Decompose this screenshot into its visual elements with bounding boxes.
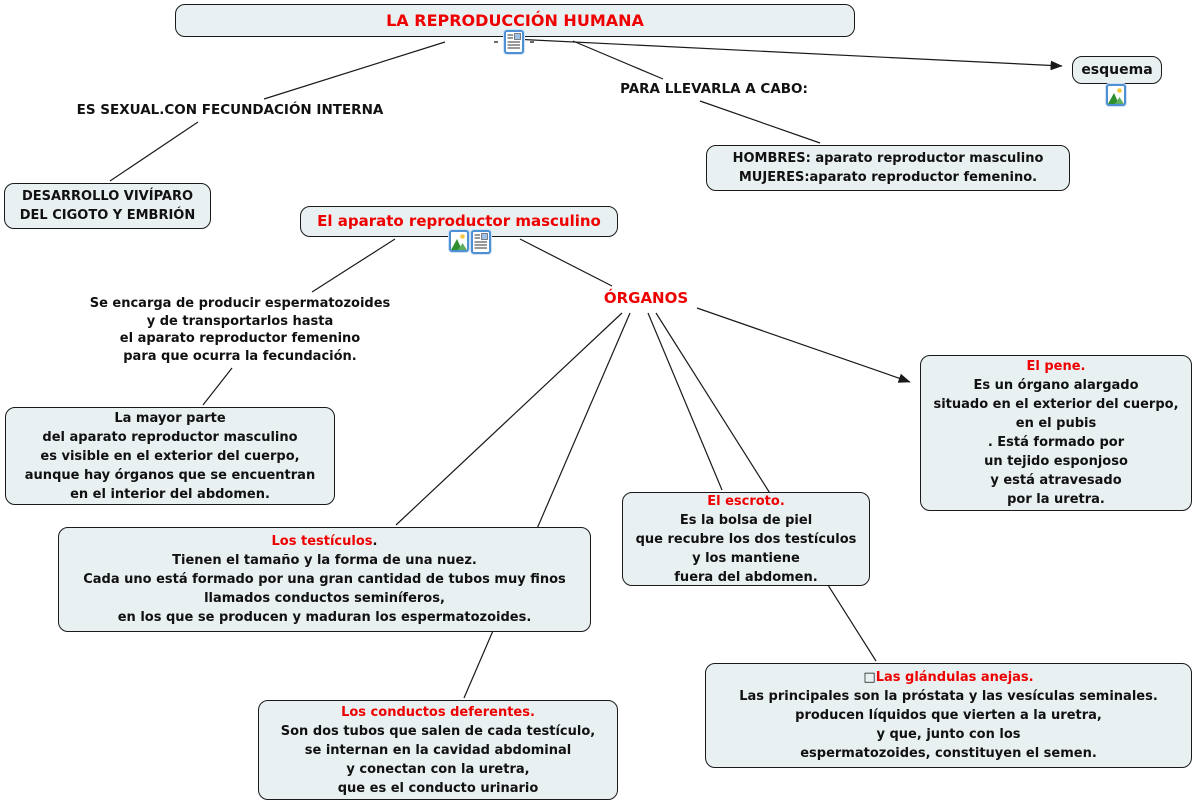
text-line: MUJERES:aparato reproductor femenino.	[738, 170, 1038, 185]
text-line: ÓRGANOS	[603, 289, 689, 308]
node-escroto[interactable]	[622, 492, 870, 586]
edge-organos-glandulas[interactable]	[656, 313, 876, 661]
text-line: aunque hay órganos que se encuentran	[24, 467, 316, 483]
edge-title-esquema[interactable]	[513, 39, 1062, 66]
edge-es-sexual-desarrollo[interactable]	[110, 122, 198, 181]
edge-organos-escroto[interactable]	[648, 313, 722, 490]
text-line: para que ocurra la fecundación.	[123, 348, 357, 364]
text-line: y conectan con la uretra,	[346, 761, 530, 777]
text-line: Cada uno está formado por una gran cantidad de tubos muy finos	[83, 572, 566, 587]
edge-organos-conductos[interactable]	[464, 313, 630, 698]
edge-organos-testiculos[interactable]	[396, 313, 622, 525]
text-line: del aparato reproductor masculino	[42, 429, 298, 445]
doc-icon-art	[473, 232, 489, 252]
text-line: Es la bolsa de piel	[679, 512, 813, 528]
edge-title-es-sexual[interactable]	[264, 42, 445, 99]
text-line: espermatozoides, constituyen el semen.	[800, 746, 1097, 761]
node-glandulas-anejas[interactable]	[705, 663, 1192, 768]
image-icon-art	[451, 232, 467, 250]
text-line: La mayor parte	[114, 410, 226, 426]
edge-aparato-se-encarga[interactable]	[312, 239, 395, 292]
label-organos[interactable]	[597, 288, 695, 310]
text-line: esquema	[1081, 61, 1153, 78]
text-line: se internan en la cavidad abdominal	[304, 742, 572, 758]
text-line: producen líquidos que vierten a la uretra,	[795, 708, 1102, 723]
text-line: DEL CIGOTO Y EMBRIÓN	[19, 208, 196, 223]
text-line: ES SEXUAL.CON FECUNDACIÓN INTERNA	[76, 102, 384, 119]
node-hombres-mujeres[interactable]	[706, 145, 1070, 191]
text-line: y de transportarlos hasta	[146, 313, 334, 329]
text-line: llamados conductos seminíferos,	[204, 591, 445, 606]
node-conductos-deferentes[interactable]	[258, 700, 618, 800]
text-line: que recubre los dos testículos	[635, 531, 857, 547]
text-line: El pene.	[1026, 359, 1086, 374]
node-mayor-parte[interactable]	[5, 407, 335, 505]
label-es-sexual[interactable]	[63, 101, 397, 121]
doc-icon-art	[506, 32, 522, 52]
icon-handle-right	[530, 41, 534, 43]
text-line: un tejido esponjoso	[984, 454, 1128, 469]
node-pene[interactable]	[920, 355, 1192, 511]
text-line: HOMBRES: aparato reproductor masculino	[732, 151, 1044, 166]
text-line: LA REPRODUCCIÓN HUMANA	[386, 11, 644, 30]
text-line: por la uretra.	[1007, 492, 1105, 507]
edge-title-para-llevarla[interactable]	[573, 41, 663, 79]
esquema-resource-image-icon[interactable]	[1106, 84, 1126, 106]
text-line: PARA LLEVARLA A CABO:	[620, 81, 808, 98]
text-line: □Las glándulas anejas.	[863, 670, 1034, 685]
text-line: Las principales son la próstata y las vesículas seminales.	[739, 689, 1158, 704]
text-line: y que, junto con los	[876, 727, 1021, 742]
text-line: El escroto.	[707, 493, 785, 509]
text-line: en el pubis	[1015, 416, 1097, 431]
label-para-llevarla[interactable]	[598, 80, 830, 100]
text-line: situado en el exterior del cuerpo,	[933, 397, 1179, 412]
text-line: el aparato reproductor femenino	[119, 331, 361, 346]
aparato-resource-doc-icon[interactable]	[471, 230, 491, 254]
text-line: en el interior del abdomen.	[70, 486, 270, 502]
edge-organos-pene[interactable]	[697, 308, 910, 382]
icon-handle-left	[494, 41, 498, 43]
text-line: fuera del abdomen.	[674, 569, 818, 585]
text-line: . Está formado por	[987, 435, 1125, 450]
text-line: DESARROLLO VIVÍPARO	[21, 189, 194, 204]
image-icon-art	[1108, 86, 1124, 104]
text-line: Los conductos deferentes.	[341, 704, 535, 720]
node-testiculos[interactable]	[58, 527, 591, 632]
aparato-resource-image-icon[interactable]	[449, 230, 469, 252]
text-line: que es el conducto urinario	[337, 780, 539, 796]
text-line: Los testículos.	[271, 534, 378, 549]
title-resource-doc-icon[interactable]	[504, 30, 524, 54]
text-line: Es un órgano alargado	[973, 378, 1139, 393]
node-esquema[interactable]	[1072, 56, 1162, 84]
node-desarrollo-viviparo[interactable]	[4, 183, 211, 229]
text-line: en los que se producen y maduran los espermatozoides.	[117, 610, 532, 625]
label-se-encarga[interactable]	[75, 294, 405, 366]
text-line: El aparato reproductor masculino	[317, 212, 601, 230]
edge-para-llevarla-hombres[interactable]	[700, 101, 820, 143]
edge-aparato-organos[interactable]	[520, 239, 612, 286]
text-line: es visible en el exterior del cuerpo,	[40, 448, 300, 464]
text-line: Tienen el tamaño y la forma de una nuez.	[172, 553, 477, 568]
text-line: Se encarga de producir espermatozoides	[89, 296, 391, 311]
text-line: y está atravesado	[990, 473, 1122, 488]
text-line: Son dos tubos que salen de cada testículo,	[280, 723, 596, 739]
edge-se-encarga-mayor-parte[interactable]	[203, 368, 232, 405]
text-line: y los mantiene	[692, 550, 800, 566]
